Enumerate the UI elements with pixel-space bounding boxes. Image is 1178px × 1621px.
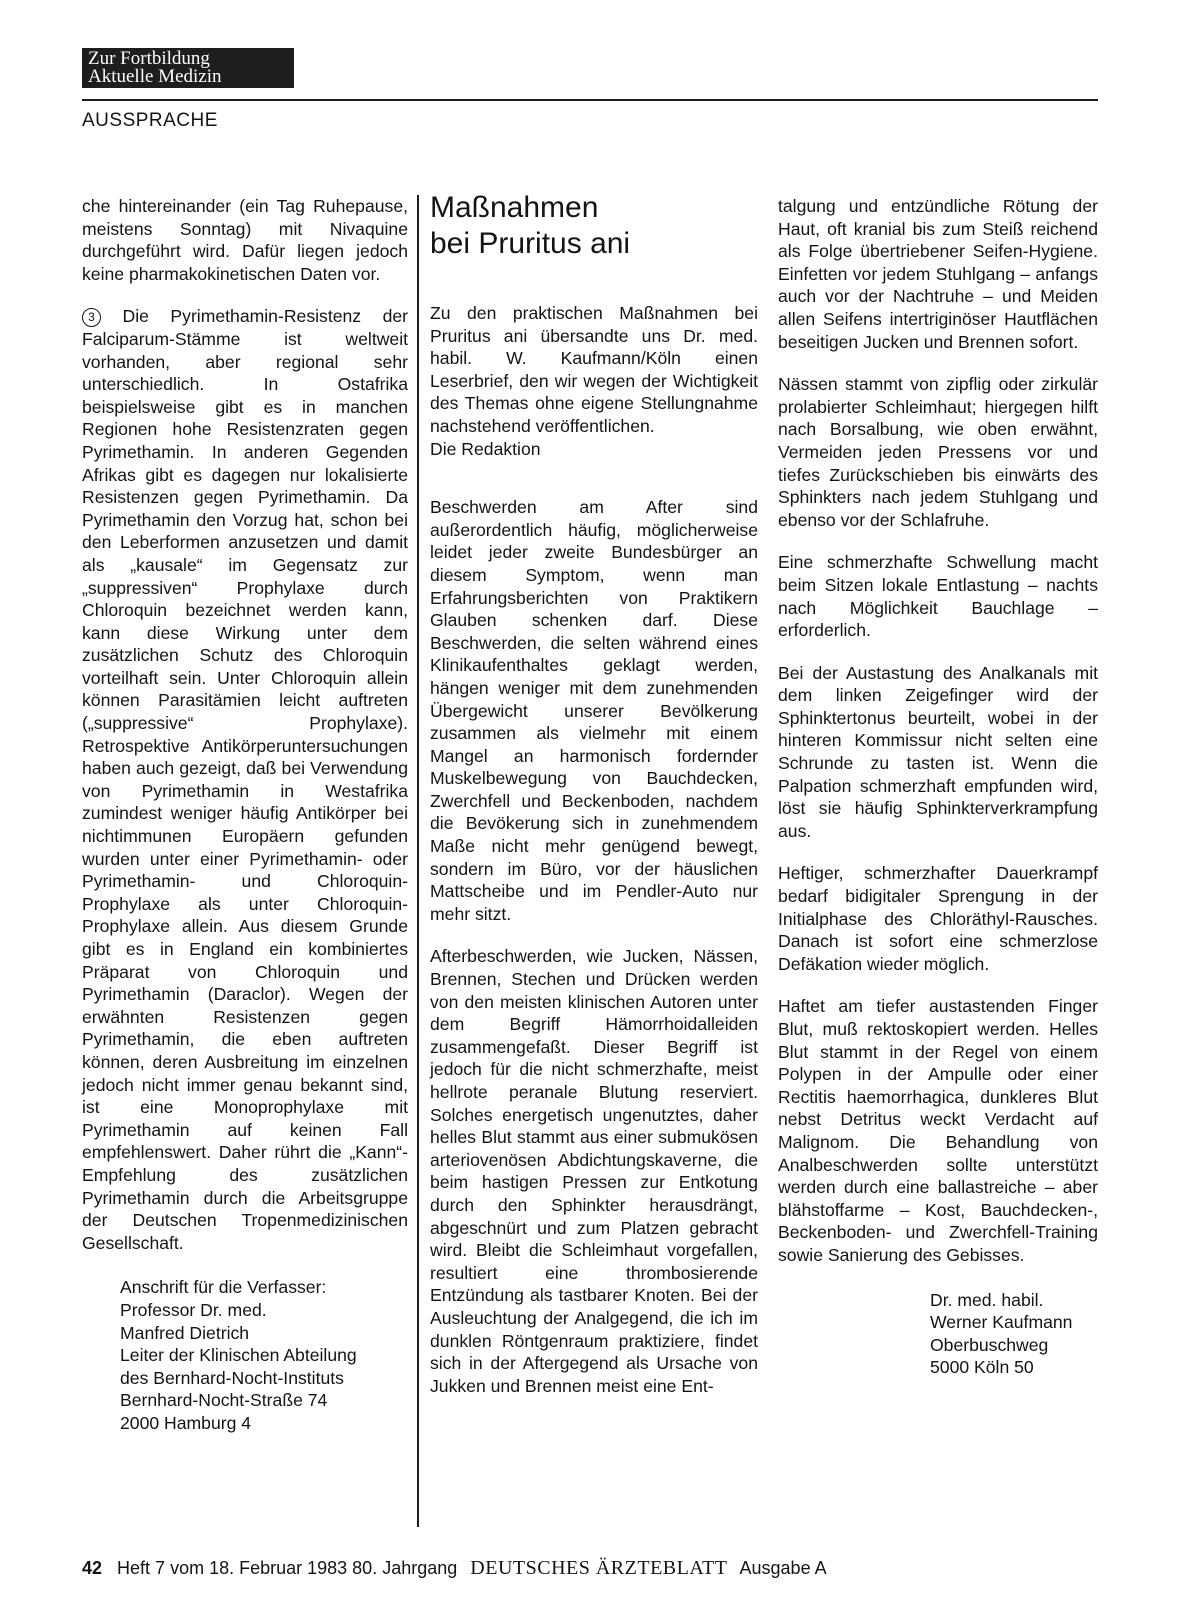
title-line-2: bei Pruritus ani [430, 227, 631, 260]
page-number: 42 [82, 1558, 103, 1578]
address-line: Bernhard-Nocht-Straße 74 [120, 1390, 328, 1411]
address-line: Professor Dr. med. [120, 1299, 267, 1320]
header-rule [82, 99, 1098, 101]
signature-line: Dr. med. habil. [930, 1289, 1044, 1310]
editor-credit: Die Redaktion [430, 438, 541, 459]
col1-paragraph-2-text: Die Pyrimethamin-Resistenz der Falciparum-Stämme ist weltweit vorhanden, aber regional sehr unterschiedlich. In Ostafrika beispielsweise gibt es in manchen Regionen hohe Resistenzraten gegen Pyrimethamin. In anderen Gegenden Afrikas gibt es dagegen nur lokalisierte Resistenzen gegen Pyrimethamin. Da Pyrimethamin den Vorzug hat, schon bei den Leberformen anzusetzen und damit als „kausale“ im Gegensatz zur „suppressiven“ Prophylaxe durch Chloroquin bezeichnet werden kann, kann diese Wirkung unter dem zusätzlichen Schutz des Chloroquin vorteilhaft sein. Unter Chloroquin allein können Parasitämien leicht auftreten („suppressive“ Prophylaxe). Retrospektive Antikörperuntersuchungen haben auch gezeigt, daß bei Verwendung von Pyrimethamin in Westafrika zumindest weniger häufig Antikörper bei nichtimmunen Europäern gefunden wurden unter einer Pyrimethamin- oder Pyrimethamin- und Chloroquin-Prophylaxe als unter Chloroquin-Prophylaxe allein. Aus diesem Grunde gibt es in England ein kombiniertes Präparat von Chloroquin und Pyrimethamin (Daraclor). Wegen der erwähnten Resistenzen gegen Pyrimethamin, die eben auftreten können, deren Ausbreitung im einzelnen jedoch nicht immer genau bekannt sind, ist eine Monoprophylaxe mit Pyrimethamin auf keinen Fall empfehlenswert. Daher rührt die „Kann“-Empfehlung des zusätzlichen Pyrimethamin durch die Arbeitsgruppe der Deutschen Tropenmedizinischen Gesellschaft. [82, 306, 409, 1253]
badge-line-1: Zur Fortbildung [88, 48, 210, 69]
column-1 [82, 195, 408, 1434]
col3-paragraph-2: Nässen stammt von zipflig oder zirkulär prolabierter Schleimhaut; hiergegen hilft nach Borsalbung, wie oben erwähnt, Vermeiden jeden Pressens vor und tiefes Zurückschieben bis einwärts des Sphinkters nach jedem Stuhlgang und ebenso vor der Schlafruhe. [778, 374, 1098, 530]
col2-paragraph-1: Beschwerden am After sind außerordentlich häufig, möglicherweise leidet jeder zweite Bundesbürger an diesem Symptom, wenn man Erfahrungsberichten von Praktikern Glauben schenken darf. Diese Beschwerden, die selten während eines Klinikaufenthaltes geklagt werden, hängen weniger mit dem zunehmenden Übergewicht unserer Bevölkerung zusammen als vielmehr mit einem Mangel an harmonisch fordernder Muskelbewegung von Bauchdecken, Zwerchfell und Beckenboden, nachdem die Bevökerung sich in zunehmendem Maße nicht mehr genügend bewegt, sondern im Büro, vor der häuslichen Mattscheibe und im Pendler-Auto nur mehr sitzt. [430, 497, 758, 924]
title-line-1: Maßnahmen [430, 191, 599, 224]
column-2 [430, 191, 758, 1397]
col3-paragraph-6: Haftet am tiefer austastenden Finger Blut, muß rektoskopiert werden. Helles Blut stammt in der Regel von einem Polypen in der Ampulle oder einer Rectitis haemorrhagica, dunkleres Blut nebst Detritus weckt Verdacht auf Malignom. Die Behandlung von Analbeschwerden sollte unterstützt werden durch eine ballastreiche – aber blähstoffarme – Kost, Bauchdecken-, Beckenboden- und Zwerchfell-Training sowie Sanierung des Gebisses. [778, 996, 1098, 1265]
edition-label: Ausgabe A [739, 1558, 827, 1578]
item-number-badge: 3 [82, 308, 101, 327]
column-divider [417, 195, 419, 1527]
article-title [430, 190, 758, 262]
author-address [82, 1276, 408, 1434]
signature-line: Werner Kaufmann [930, 1312, 1073, 1333]
page-footer [82, 1557, 827, 1580]
address-line: Manfred Dietrich [120, 1322, 250, 1343]
col3-paragraph-3: Eine schmerzhafte Schwellung macht beim Sitzen lokale Entlastung – nachts nach Möglichkeit Bauchlage – erforderlich. [778, 552, 1098, 641]
badge-line-2: Aktuelle Medizin [88, 66, 222, 87]
col2-paragraph-2: Afterbeschwerden, wie Jucken, Nässen, Brennen, Stechen und Drücken werden von den meisten klinischen Autoren unter dem Begriff Hämorrhoidalleiden zusammengefaßt. Dieser Begriff ist jedoch für die nicht schmerzhafte, meist hellrote peranale Blutung reserviert. Solches energetisch ungenutztes, daher helles Blut stammt aus einer submukösen arteriovenösen Abdichtungskaverne, die beim hastigen Pressen zur Entkotung durch den Sphinkter herausdrängt, abgeschnürt und zum Platzen gebracht wird. Bleibt die Schleimhaut vorgefallen, resultiert eine thrombosierende Entzündung als tastbarer Knoten. Bei der Ausleuchtung der Analgegend, die ich im dunklen Röntgenraum praktiziere, findet sich in der Aftergegend als Ursache von Jukken und Brennen meist eine Ent- [430, 946, 758, 1396]
signature-line: 5000 Köln 50 [930, 1357, 1034, 1378]
col1-paragraph-1: che hintereinander (ein Tag Ruhepause, meistens Sonntag) mit Nivaquine durchgeführt wird. Dafür liegen jedoch keine pharmakokinetischen Daten vor. [82, 196, 408, 284]
journal-name: DEUTSCHES ÄRZTEBLATT [470, 1557, 728, 1579]
col3-paragraph-1: talgung und entzündliche Rötung der Haut, oft kranial bis zum Steiß reichend als Folge übertriebener Seifen-Hygiene. Einfetten vor jedem Stuhlgang – anfangs auch vor der Nachtruhe – und Meiden allen Seifens intertriginöser Hautflächen beseitigen Jucken und Brennen sofort. [778, 196, 1098, 352]
col3-paragraph-4: Bei der Austastung des Analkanals mit dem linken Zeigefinger wird der Sphinktertonus beurteilt, wobei in der hinteren Kommissur nicht selten eine Schrunde zu tasten ist. Wenn die Palpation schmerzhaft empfunden wird, löst sie häufig Sphinkterverkrampfung aus. [778, 662, 1098, 841]
signature-line: Oberbuschweg [930, 1334, 1049, 1355]
col1-paragraph-2 [82, 305, 408, 1254]
issue-info: Heft 7 vom 18. Februar 1983 80. Jahrgang [117, 1558, 458, 1578]
editor-intro: Zu den praktischen Maßnahmen bei Pruritus ani übersandte uns Dr. med. habil. W. Kaufmann/Köln einen Leserbrief, den wir wegen der Wichtigkeit des Themas ohne eigene Stellungnahme nachstehend veröffentlichen. [430, 303, 758, 436]
address-line: des Bernhard-Nocht-Instituts [120, 1367, 344, 1388]
section-badge [82, 48, 294, 88]
address-line: Leiter der Klinischen Abteilung [120, 1345, 357, 1366]
col3-paragraph-5: Heftiger, schmerzhafter Dauerkrampf bedarf bidigitaler Sprengung in der Initialphase des Chloräthyl-Rausches. Danach ist sofort eine schmerzlose Defäkation wieder möglich. [778, 863, 1098, 974]
address-line: 2000 Hamburg 4 [120, 1412, 252, 1433]
letter-signature [778, 1289, 1098, 1379]
section-label: AUSSPRACHE [82, 110, 218, 131]
address-line: Anschrift für die Verfasser: [120, 1277, 327, 1298]
column-3 [778, 195, 1098, 1379]
